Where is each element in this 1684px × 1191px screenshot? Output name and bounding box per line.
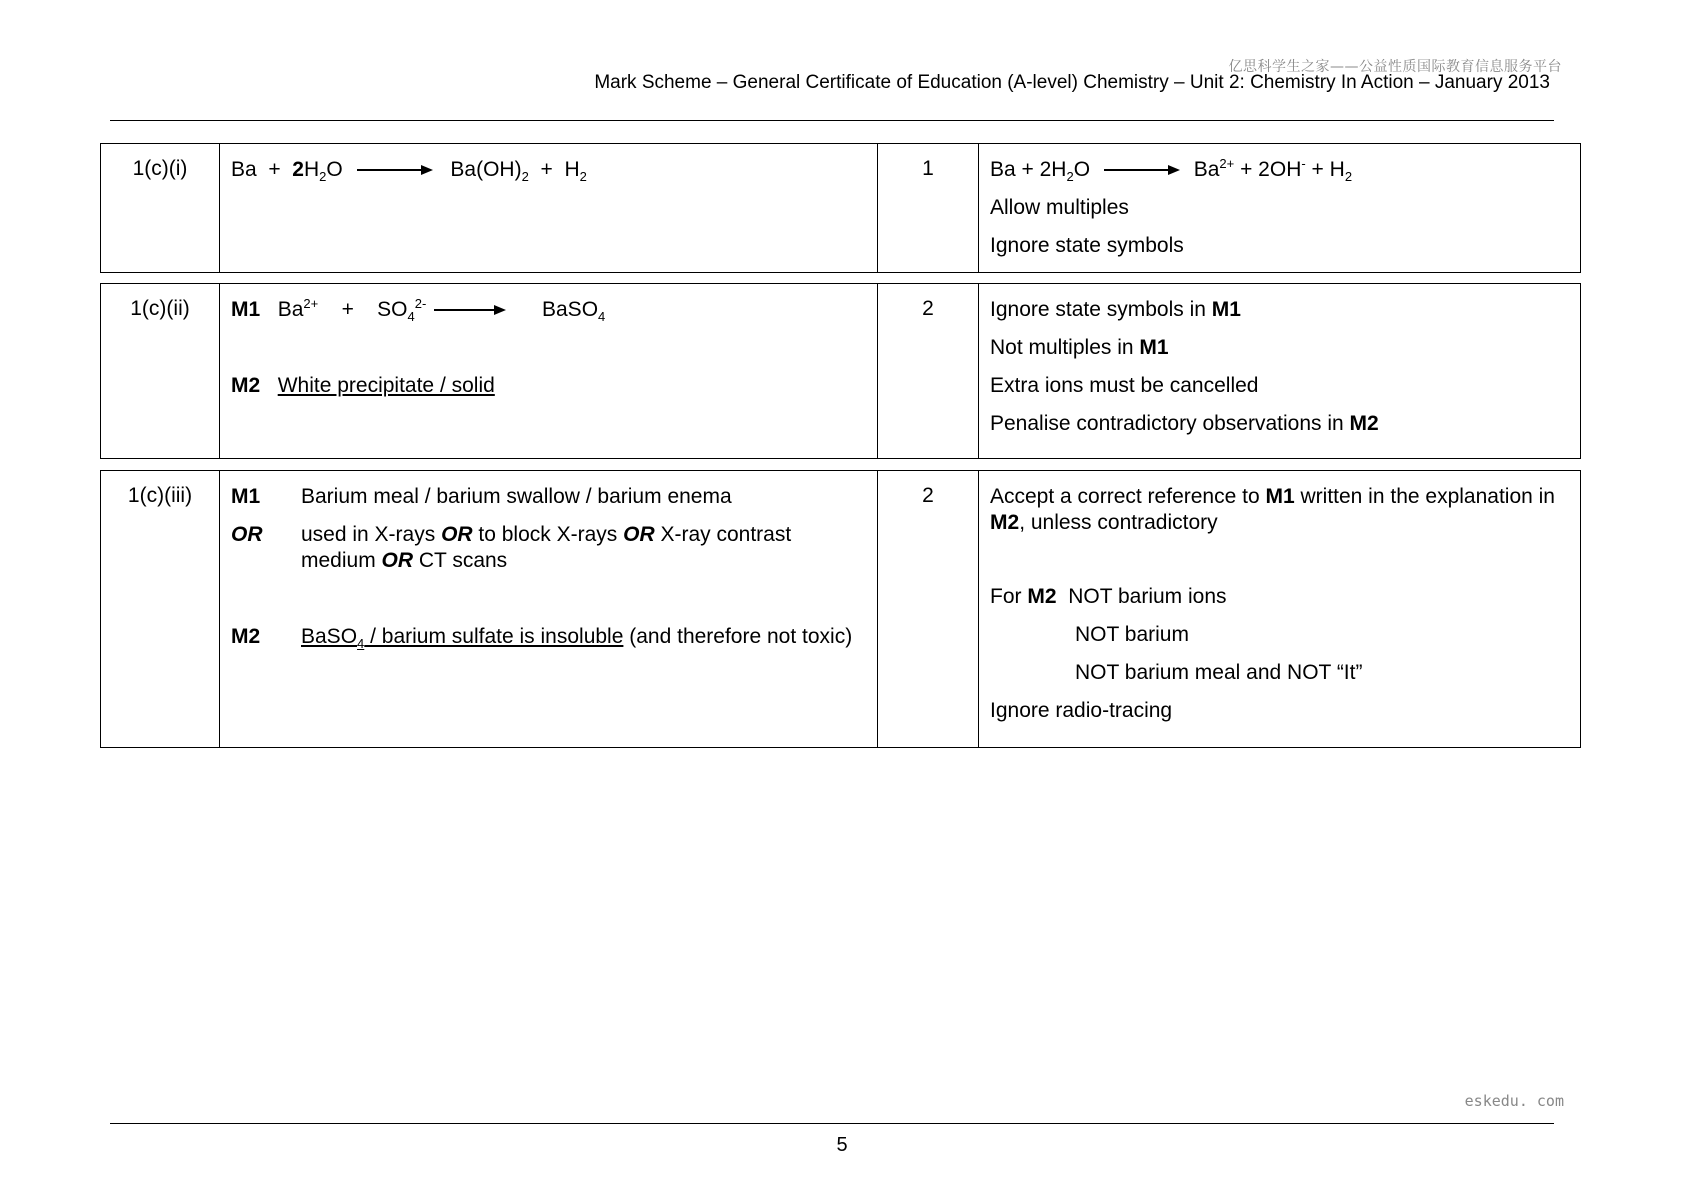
guidance-bold: M2: [1027, 585, 1057, 608]
reaction-arrow-icon: [434, 304, 506, 316]
m2-answer: White precipitate / solid: [277, 374, 495, 397]
product-h-subscript: 2: [579, 169, 587, 185]
mark-row-1cii: [100, 283, 1581, 459]
m1-label: M1: [231, 298, 261, 321]
guidance-eq-lhs-o: O: [1073, 158, 1091, 181]
water-h-subscript: 2: [319, 169, 327, 185]
m2-label: M2: [231, 374, 261, 397]
ion-ba-charge: 2+: [303, 296, 319, 311]
marks-cell: 1: [878, 144, 979, 273]
ion-ba: Ba: [277, 298, 304, 321]
product-h: H: [564, 158, 580, 181]
guidance-line: Ignore radio-tracing: [990, 699, 1173, 722]
footer-rule: [110, 1123, 1554, 1124]
guidance-eq-lhs: Ba + 2H: [990, 158, 1067, 181]
reaction-arrow-icon: [357, 164, 433, 176]
guidance-line: Extra ions must be cancelled: [990, 374, 1259, 397]
guidance-eq-oh-charge: -: [1301, 156, 1306, 171]
guidance-bold: M1: [1139, 336, 1169, 359]
guidance-bold: M2: [1349, 412, 1379, 435]
water-o: O: [326, 158, 343, 181]
mark-row-1ciii: [100, 470, 1581, 748]
question-number: 1(c)(ii): [101, 284, 220, 459]
guidance-text: Penalise contradictory observations in: [990, 412, 1350, 435]
guidance-text: NOT barium ions: [1056, 585, 1227, 608]
guidance-eq-ba-charge: 2+: [1219, 156, 1235, 171]
product-baso4-subscript: 4: [598, 309, 606, 325]
answer-cell: [220, 144, 878, 273]
marks-cell: 2: [878, 284, 979, 459]
product-baso4: BaSO: [542, 298, 599, 321]
reaction-arrow-icon: [1104, 164, 1180, 176]
or-answer: used in X-rays OR to block X-rays OR X-ray contrast medium OR CT scans: [301, 523, 792, 572]
plus-sign: +: [540, 158, 553, 181]
guidance-line: NOT barium meal and NOT “It”: [1075, 661, 1363, 684]
guidance-line: Ignore state symbols: [990, 234, 1184, 257]
plus-sign: +: [341, 298, 354, 321]
product-baoh: Ba(OH): [450, 158, 522, 181]
ion-so-subscript: 4: [407, 309, 415, 325]
m2-label: M2: [231, 625, 261, 648]
guidance-line: NOT barium: [1075, 623, 1189, 646]
question-number: 1(c)(i): [101, 144, 220, 273]
coefficient: 2: [292, 158, 304, 181]
guidance-text: Not multiples in: [990, 336, 1140, 359]
plus-sign: +: [268, 158, 281, 181]
guidance-paragraph: Accept a correct reference to M1 written in the explanation in M2, unless contradictory: [990, 485, 1555, 534]
question-number: 1(c)(iii): [101, 471, 220, 748]
guidance-cell: [979, 284, 1581, 459]
watermark-text: 亿思科学生之家——公益性质国际教育信息服务平台: [1228, 59, 1562, 75]
guidance-bold: M1: [1211, 298, 1241, 321]
guidance-eq-oh: + 2OH: [1234, 158, 1302, 181]
page-number: 5: [836, 1134, 848, 1156]
guidance-eq-lhs-subscript: 2: [1066, 169, 1074, 185]
ion-so: SO: [377, 298, 408, 321]
footer-watermark-url: eskedu. com: [1464, 1092, 1564, 1110]
guidance-line: Allow multiples: [990, 196, 1129, 219]
header-rule: [110, 120, 1554, 121]
product-baoh-subscript: 2: [521, 169, 529, 185]
guidance-eq-ba: Ba: [1193, 158, 1220, 181]
answer-cell: [220, 284, 878, 459]
m1-answer: Barium meal / barium swallow / barium enema: [301, 485, 732, 508]
guidance-cell: [979, 144, 1581, 273]
guidance-eq-h-subscript: 2: [1344, 169, 1353, 185]
guidance-cell: [979, 471, 1581, 748]
page-header-title: Mark Scheme – General Certificate of Education (A-level) Chemistry – Unit 2: Chemistry In Action – January 2013: [594, 72, 1550, 93]
answer-cell: [220, 471, 878, 748]
guidance-eq-h: + H: [1305, 158, 1345, 181]
water-h: H: [303, 158, 320, 181]
m1-label: M1: [231, 485, 261, 508]
guidance-text: Ignore state symbols in: [990, 298, 1212, 321]
marks-cell: 2: [878, 471, 979, 748]
or-label: OR: [231, 523, 263, 546]
guidance-text: For: [990, 585, 1028, 608]
m2-answer: BaSO$_4$ / barium sulfate is insoluble (and therefore not toxic): [301, 625, 853, 652]
mark-row-1ci: [100, 143, 1581, 273]
ion-so-charge: 2-: [414, 296, 427, 311]
reactant-ba: Ba: [231, 158, 257, 181]
